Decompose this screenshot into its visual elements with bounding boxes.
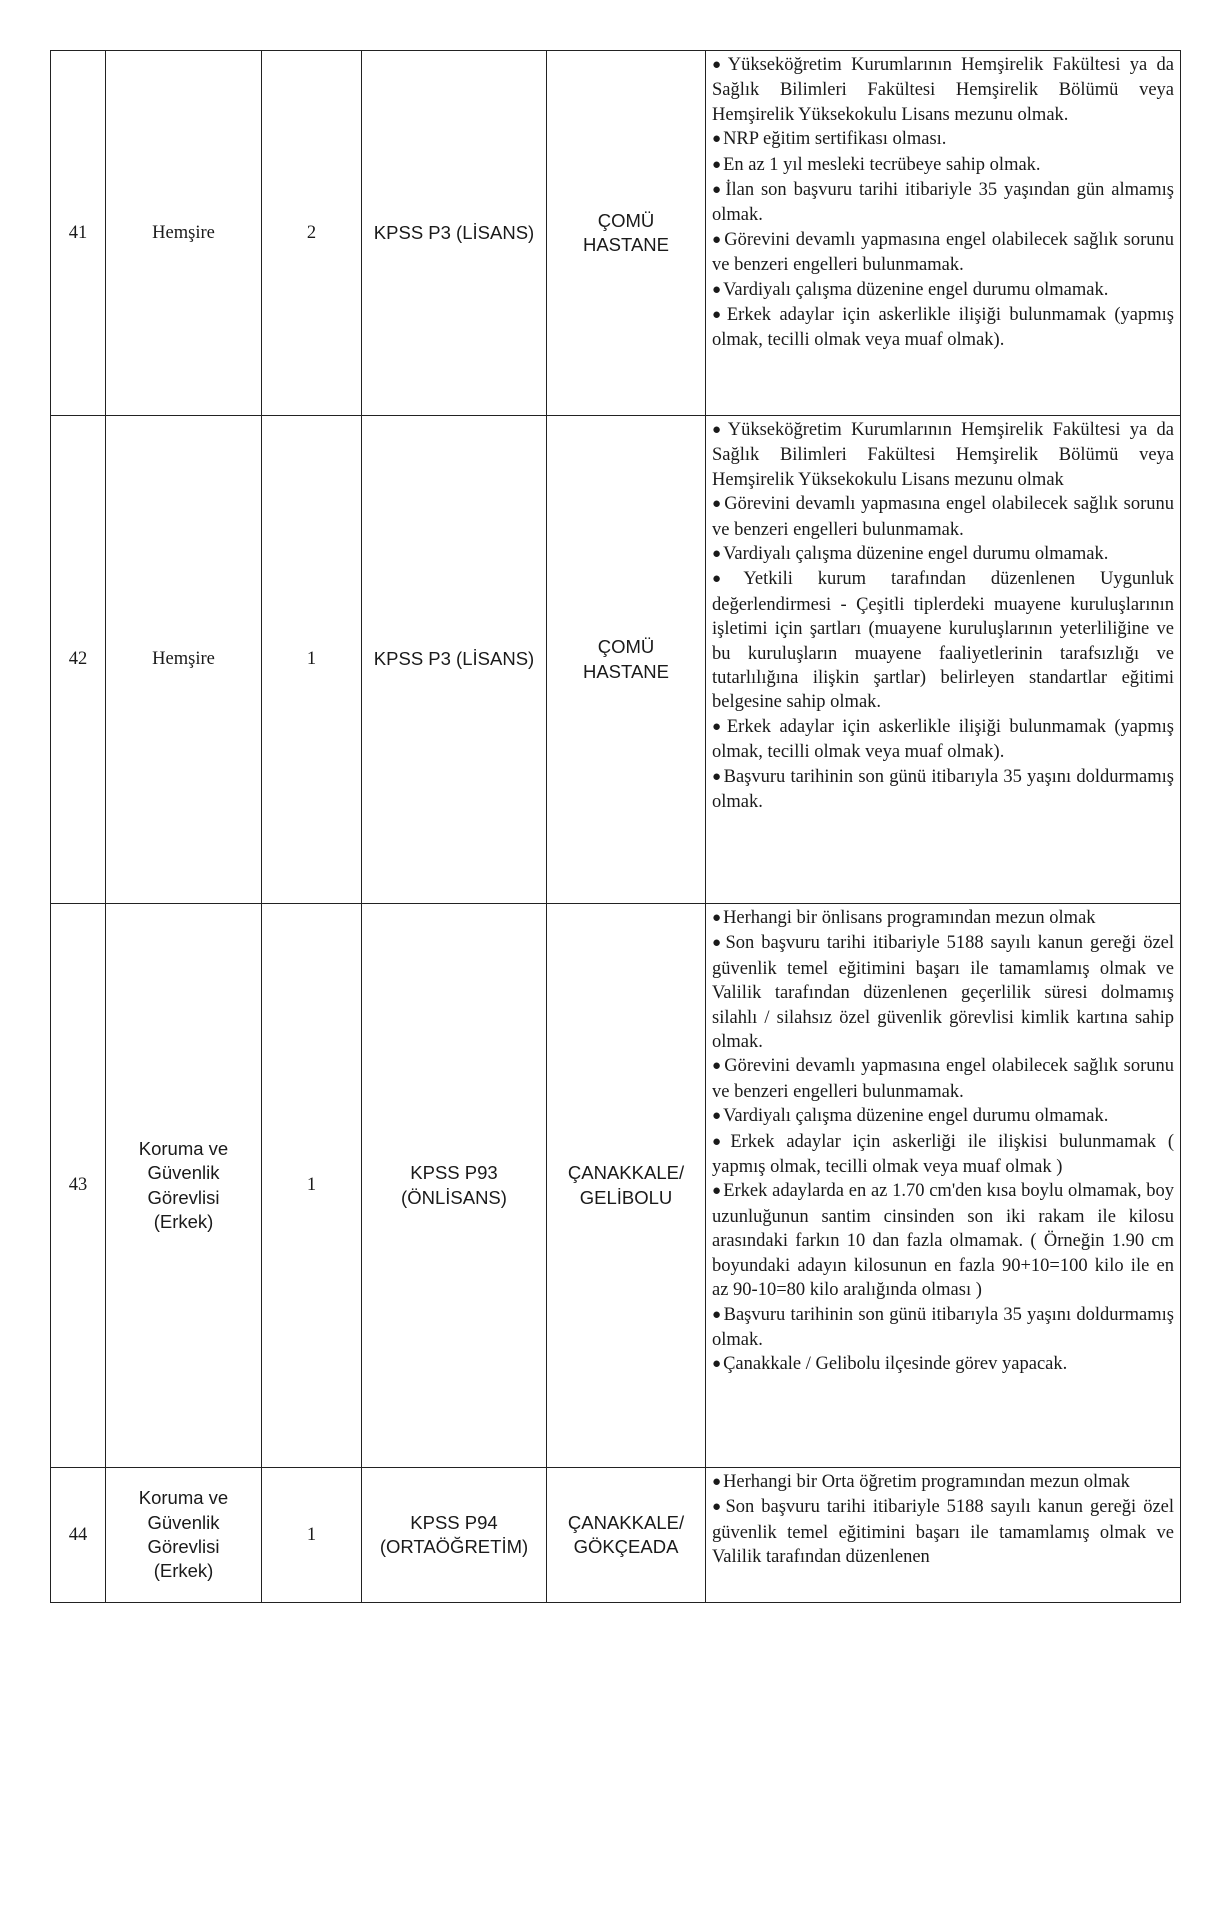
bullet-icon: ● [712, 1499, 724, 1516]
bullet-icon: ● [712, 1183, 722, 1200]
bullet-icon: ● [712, 935, 724, 952]
bullet-icon: ● [712, 231, 723, 248]
row-number: 42 [51, 416, 106, 904]
location-line: ÇANAKKALE/ [567, 1511, 685, 1533]
position-title: Hemşire [106, 51, 262, 416]
kpss-line: KPSS P93 [410, 1162, 498, 1184]
requirement-item: ● Yükseköğretim Kurumlarının Hemşirelik Fakültesi ya da Sağlık Bilimleri Fakültesi Hemşirelik Bölümü veya Hemşirelik Yüksekokulu Lisans mezunu olmak [712, 420, 1174, 490]
kpss-line: (ORTAÖĞRETİM) [379, 1536, 529, 1557]
location [547, 904, 706, 1468]
kpss-line: (ÖNLİSANS) [401, 1186, 507, 1208]
table-row [51, 1468, 1181, 1603]
position-count: 1 [262, 416, 362, 904]
position-title [106, 904, 262, 1468]
location [547, 51, 706, 416]
requirement-item: ● Erkek adaylar için askerlikle ilişiği bulunmamak (yapmış olmak, tecilli olmak veya muaf olmak). [712, 716, 1174, 763]
location-line: ÇOMÜ [597, 209, 655, 231]
requirement-item: ● Vardiyalı çalışma düzenine engel durumu olmamak. [712, 279, 1109, 300]
requirement-item: ● İlan son başvuru tarihi itibariyle 35 yaşından gün almamış olmak. [712, 180, 1174, 226]
location-line: ÇOMÜ [597, 636, 655, 658]
title-line: Koruma ve [138, 1137, 229, 1159]
title-line: Koruma ve [138, 1487, 229, 1509]
bullet-icon: ● [712, 496, 723, 513]
bullet-icon: ● [712, 156, 722, 173]
title-line: (Erkek) [153, 1560, 214, 1582]
kpss-type: KPSS P3 (LİSANS) [362, 416, 547, 904]
location-line: HASTANE [582, 234, 669, 255]
position-count: 1 [262, 1468, 362, 1603]
bullet-icon: ● [712, 1306, 722, 1323]
kpss-type [362, 1468, 547, 1603]
requirement-item: ● Çanakkale / Gelibolu ilçesinde görev yapacak. [712, 1354, 1068, 1375]
position-title: Hemşire [106, 416, 262, 904]
bullet-icon: ● [712, 571, 742, 588]
location [547, 416, 706, 904]
requirement-item: ● NRP eğitim sertifikası olması. [712, 129, 947, 150]
title-line: Görevlisi [147, 1186, 220, 1208]
kpss-type: KPSS P3 (LİSANS) [362, 51, 547, 416]
requirement-item: ● Erkek adaylarda en az 1.70 cm'den kısa boylu olmamak, boy uzunluğunun santim cinsinden son iki rakam ile kilosu arasındaki farkın 10 dan fazla olmamak. ( Örneğin 1.90 cm boyundaki adayın kilosunun en fazla 90+10=100 kilo ile en az 90-10=80 kilo aralığında olması ) [712, 1181, 1174, 1301]
requirement-item: ● Erkek adaylar için askerlikle ilişiği bulunmamak (yapmış olmak, tecilli olmak veya muaf olmak). [712, 305, 1174, 351]
requirement-item: ● Görevini devamlı yapmasına engel olabilecek sağlık sorunu ve benzeri engelleri bulunmamak. [712, 229, 1174, 276]
row-number: 43 [51, 904, 106, 1468]
bullet-icon: ● [712, 768, 722, 785]
job-listing-table [50, 50, 1181, 1603]
kpss-line: KPSS P94 [410, 1511, 498, 1533]
position-count: 2 [262, 51, 362, 416]
requirement-item: ● Görevini devamlı yapmasına engel olabilecek sağlık sorunu ve benzeri engelleri bulunmamak. [712, 1056, 1174, 1102]
requirement-item: ● Herhangi bir önlisans programından mezun olmak [712, 908, 1096, 928]
title-line: Güvenlik [147, 1162, 220, 1184]
bullet-icon: ● [712, 1133, 729, 1150]
location-line: GELİBOLU [579, 1186, 673, 1208]
requirement-item: ● Yetkili kurum tarafından düzenlenen Uygunluk değerlendirmesi - Çeşitli tiplerdeki muayene kuruluşlarının işletimi için şartları (muayene kuruluşlarının yeterliliğine ve bu kuruluşların muayene faaliyetlerinin tarafsızlığı ve tutarlılığına ilişkin şartlar) belirleyen standartlar eğitimi belgesine sahip olmak. [712, 569, 1174, 713]
requirement-item: ● Görevini devamlı yapmasına engel olabilecek sağlık sorunu ve benzeri engelleri bulunmamak. [712, 494, 1174, 540]
requirements-cell [706, 1468, 1181, 1603]
bullet-icon: ● [712, 910, 722, 926]
bullet-icon: ● [712, 57, 726, 73]
requirement-item: ● Vardiyalı çalışma düzenine engel durumu olmamak. [712, 1106, 1109, 1127]
title-line: Görevlisi [147, 1536, 220, 1557]
requirement-item: ● Vardiyalı çalışma düzenine engel durumu olmamak. [712, 544, 1109, 565]
requirements-cell [706, 51, 1181, 416]
location [547, 1468, 706, 1603]
requirements-cell [706, 904, 1181, 1468]
bullet-icon: ● [712, 131, 722, 148]
requirement-item: ● En az 1 yıl mesleki tecrübeye sahip olmak. [712, 154, 1041, 175]
title-line: Güvenlik [147, 1511, 220, 1533]
requirement-item: ● Erkek adaylar için askerliği ile ilişkisi bulunmamak ( yapmış olmak, tecilli olmak veya muaf olmak ) [712, 1131, 1174, 1178]
requirement-item: ● Son başvuru tarihi itibariyle 5188 sayılı kanun gereği özel güvenlik temel eğitimini başarı ile tamamlamış olmak ve Valilik tarafından düzenlenen [712, 1497, 1175, 1568]
bullet-icon: ● [712, 307, 725, 324]
requirement-item: ● Başvuru tarihinin son günü itibarıyla 35 yaşını doldurmamış olmak. [712, 1304, 1175, 1350]
requirement-item: ● Başvuru tarihinin son günü itibarıyla 35 yaşını doldurmamış olmak. [712, 766, 1175, 813]
bullet-icon: ● [712, 718, 725, 735]
table-row [51, 51, 1181, 416]
row-number: 44 [51, 1468, 106, 1603]
bullet-icon: ● [712, 422, 726, 438]
bullet-icon: ● [712, 281, 722, 298]
requirement-item: ● Yükseköğretim Kurumlarının Hemşirelik Fakültesi ya da Sağlık Bilimleri Fakültesi Hemşirelik Bölümü veya Hemşirelik Yüksekokulu Lisans mezunu olmak. [712, 55, 1174, 125]
location-line: HASTANE [582, 660, 669, 682]
location-line: ÇANAKKALE/ [567, 1162, 685, 1184]
bullet-icon: ● [712, 546, 722, 563]
position-count: 1 [262, 904, 362, 1468]
bullet-icon: ● [712, 1058, 723, 1075]
bullet-icon: ● [712, 1356, 722, 1373]
bullet-icon: ● [712, 1108, 722, 1125]
table-row [51, 416, 1181, 904]
requirement-item: ● Son başvuru tarihi itibariyle 5188 sayılı kanun gereği özel güvenlik temel eğitimini başarı ile tamamlamış olmak ve Valilik tarafından düzenlenen geçerlilik süresi dolmamış silahlı / silahsız özel güvenlik görevlisi kimlik kartına sahip olmak. [712, 933, 1175, 1053]
kpss-type [362, 904, 547, 1468]
requirement-item: ● Herhangi bir Orta öğretim programından mezun olmak [712, 1472, 1130, 1492]
bullet-icon: ● [712, 1474, 722, 1490]
position-title [106, 1468, 262, 1603]
bullet-icon: ● [712, 182, 724, 199]
row-number: 41 [51, 51, 106, 416]
table-row [51, 904, 1181, 1468]
requirements-cell [706, 416, 1181, 904]
location-line: GÖKÇEADA [573, 1536, 679, 1557]
title-line: (Erkek) [153, 1210, 214, 1232]
